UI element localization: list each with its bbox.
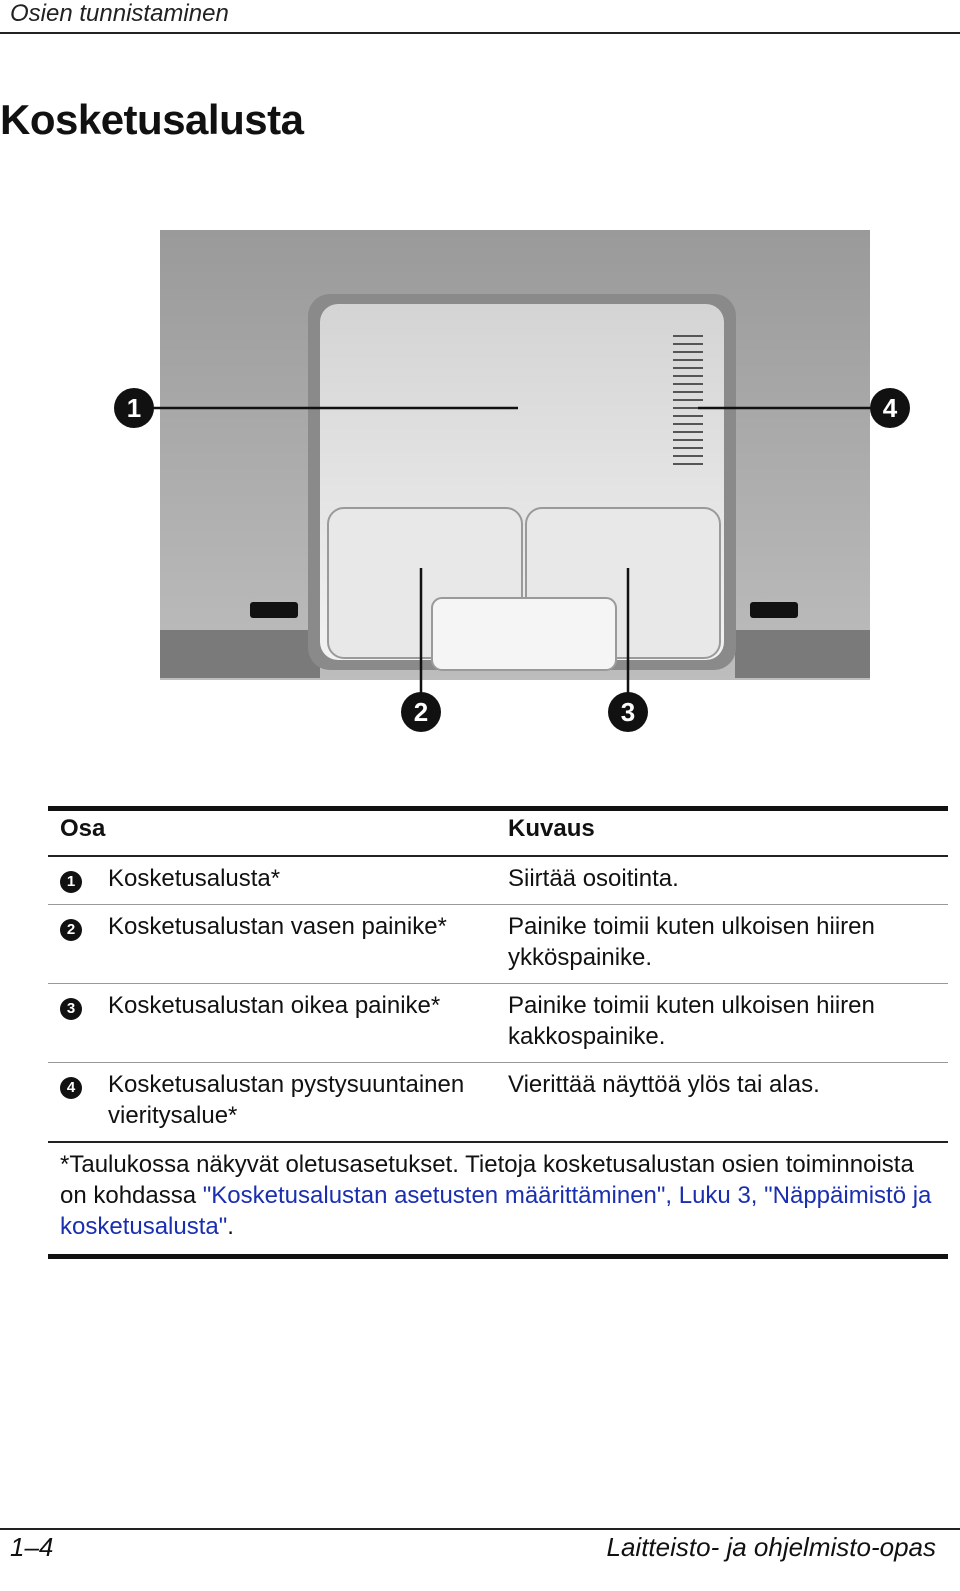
row-osa: Kosketusalustan vasen painike*: [108, 913, 447, 940]
page-number: 1–4: [10, 1532, 54, 1562]
footnote-link[interactable]: "Kosketusalustan asetusten määrittäminen", Luku 3, "Näppäimistö ja kosketusalusta": [60, 1182, 932, 1240]
row-osa: Kosketusalustan oikea painike*: [108, 992, 441, 1019]
table-header-row: [48, 811, 948, 855]
row-kuvaus: Painike toimii kuten ulkoisen hiiren kakkospainike.: [508, 992, 875, 1050]
row-osa: Kosketusalusta*: [108, 865, 281, 892]
row-number: 4: [60, 1077, 82, 1099]
speaker-grille-right: [735, 630, 870, 678]
book-title: Laitteisto- ja ohjelmisto-opas: [606, 1532, 936, 1562]
row-number: 1: [60, 871, 82, 893]
callout-2: [401, 692, 441, 732]
front-notch: [432, 598, 616, 670]
components-table: [48, 806, 948, 1259]
header-rule: [0, 32, 960, 34]
table-row: [48, 905, 948, 984]
callout-4: [870, 388, 910, 428]
row-osa: Kosketusalustan pystysuuntainen vieritysalue*: [108, 1071, 465, 1129]
callout-3: [608, 692, 648, 732]
indicator-right: [750, 602, 798, 618]
svg-text:4: 4: [882, 393, 898, 423]
row-kuvaus: Vierittää näyttöä ylös tai alas.: [508, 1071, 820, 1098]
table-row: [48, 857, 948, 905]
row-number: 3: [60, 998, 82, 1020]
indicator-left: [250, 602, 298, 618]
col-kuvaus-header: Kuvaus: [508, 815, 595, 842]
footnote-tail: .: [227, 1213, 234, 1240]
callout-1: [114, 388, 154, 428]
page-title: Kosketusalusta: [0, 96, 304, 143]
table-footnote: [48, 1143, 948, 1254]
col-osa-header: Osa: [60, 815, 106, 842]
table-row: [48, 984, 948, 1063]
running-header: Osien tunnistaminen: [10, 0, 229, 27]
svg-text:2: 2: [413, 697, 429, 727]
row-kuvaus: Siirtää osoitinta.: [508, 865, 679, 892]
table-bottom-rule: [48, 1254, 948, 1259]
touchpad-figure: [110, 220, 898, 750]
svg-text:3: 3: [620, 697, 636, 727]
footnote-text: *Taulukossa näkyvät oletusasetukset. Tietoja kosketusalustan osien toiminnoista on kohdassa: [60, 1151, 914, 1209]
row-kuvaus: Painike toimii kuten ulkoisen hiiren ykköspainike.: [508, 913, 875, 971]
svg-text:1: 1: [126, 393, 142, 423]
row-number: 2: [60, 919, 82, 941]
speaker-grille-left: [160, 630, 320, 678]
table-row: [48, 1063, 948, 1141]
footer-rule: [0, 1528, 960, 1530]
